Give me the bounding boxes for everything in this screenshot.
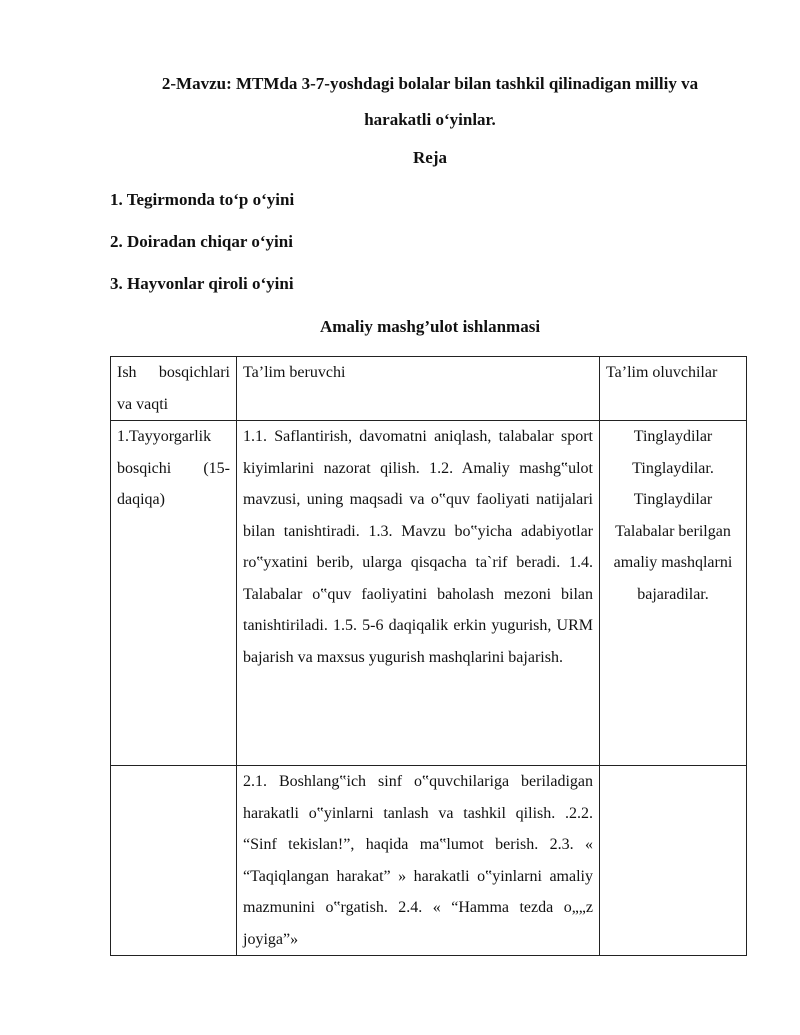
teacher-cell: 1.1. Saflantirish, davomatni aniqlash, talabalar sport kiyimlarini nazorat qilish. 1.2. Amaliy mashg‟ulot mavzusi, uning maqsadi va o‟quv faoliyati natijalari bilan tanishtiradi. 1.3. Mavzu bo‟yicha adabiyotlar ro‟yxatini berib, ularga qisqacha ta`rif beradi. 1.4. Talabalar o‟quv faoliyatini baholash mezoni bilan tanishtiriladi. 1.5. 5-6 daqiqalik erkin yugurish, URM bajarish va maxsus yugurish mashqlarini bajarish. [237,421,600,766]
plan-item: 2. Doiradan chiqar o‘yini [110,232,293,251]
table-row [111,766,747,956]
plan-item: 3. Hayvonlar qiroli o‘yini [110,274,294,293]
stage-cell: 1.Tayyorgarlik bosqichi (15-daqiqa) [111,421,237,766]
students-cell [600,766,747,956]
header-students: Ta’lim oluvchilar [600,357,747,421]
students-line: Tinglaydilar [633,428,713,445]
lesson-plan-table [110,356,747,956]
students-line: Tinglaydilar. [632,459,714,477]
students-line: Tinglaydilar [633,491,713,508]
document-title-line-2: harakatli o‘yinlar. [364,110,496,129]
teacher-cell: 2.1. Boshlang‟ich sinf o‟quvchilariga beriladigan harakatli o‟yinlarni tanlash va tashkil qilish. .2.2. “Sinf tekislan!”, haqida ma‟lumot berish. 2.3. « “Taqiqlangan harakat” » harakatli o‟yinlarni amaliy mazmunini o‟rgatish. 2.4. « “Hamma tezda o„„z joyiga”» [237,766,600,956]
table-header-row [111,357,747,421]
plan-item: 1. Tegirmonda to‘p o‘yini [110,190,295,209]
header-stage: Ish bosqichlari va vaqti [111,357,237,421]
stage-cell [111,766,237,956]
table-row [111,421,747,766]
students-line: Talabalar berilgan amaliy mashqlarni bajaradilar. [613,522,733,603]
header-teacher: Ta’lim beruvchi [237,357,600,421]
students-cell [600,421,747,766]
document-title-line-1: 2-Mavzu: MTMda 3-7-yoshdagi bolalar bilan tashkil qilinadigan milliy va [161,74,699,93]
plan-heading: Reja [413,148,447,167]
table-title: Amaliy mashg’ulot ishlanmasi [319,317,541,336]
